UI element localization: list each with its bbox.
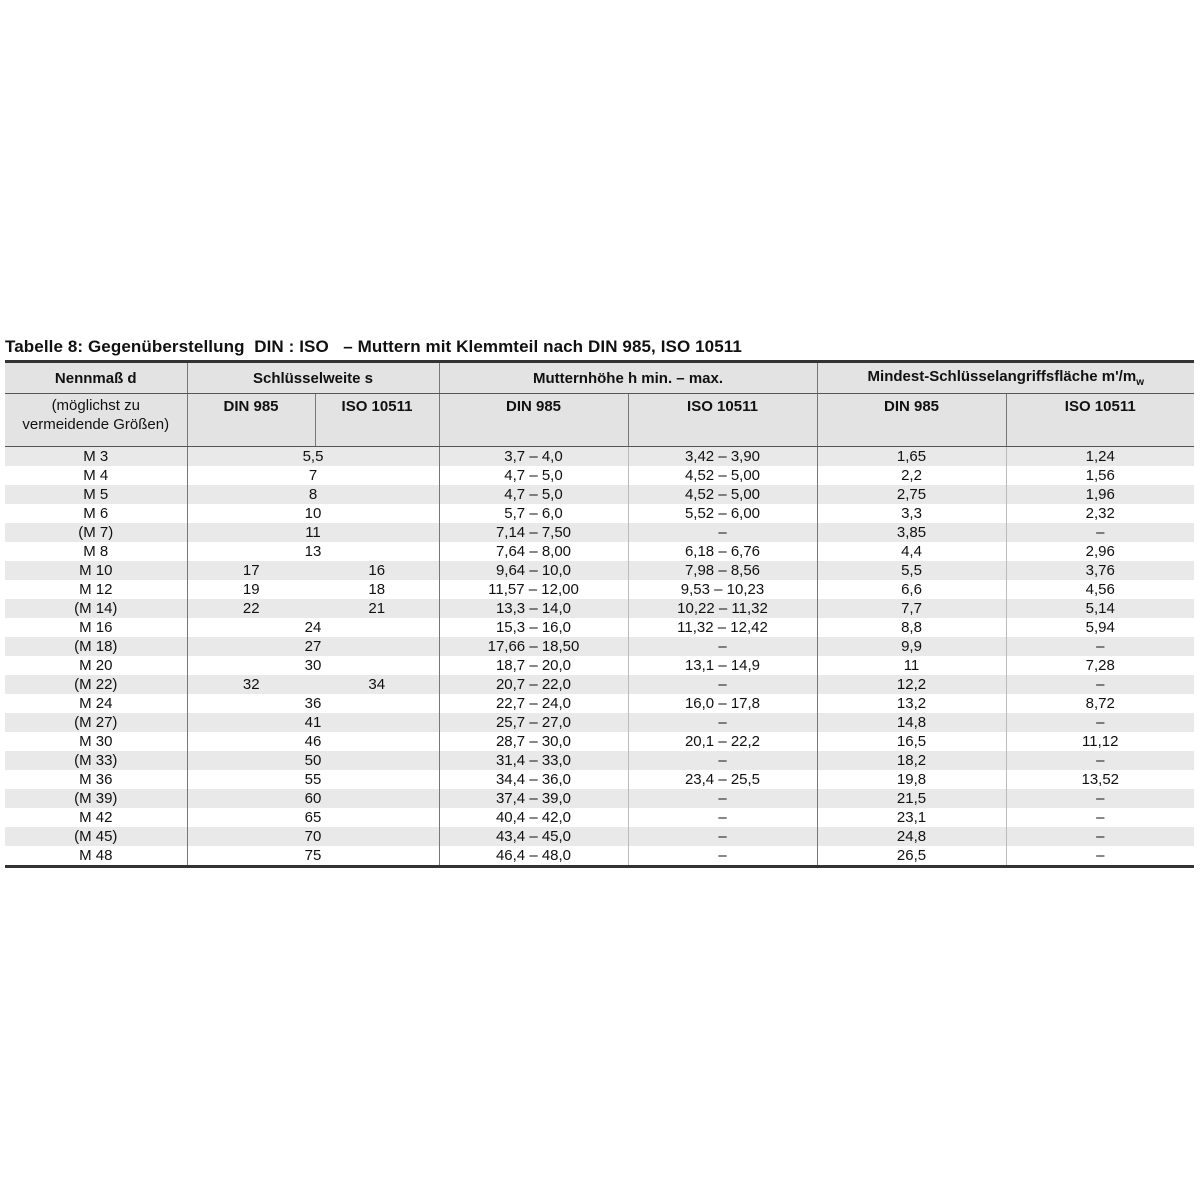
header-mindest-subscript: w <box>1136 377 1144 388</box>
cell-flaeche-iso10511: 4,56 <box>1006 580 1194 599</box>
cell-hoehe-din985: 7,14 – 7,50 <box>439 523 628 542</box>
cell-flaeche-din985: 23,1 <box>817 808 1006 827</box>
cell-hoehe-din985: 25,7 – 27,0 <box>439 713 628 732</box>
cell-schluesselweite: 10 <box>187 504 439 523</box>
cell-hoehe-din985: 34,4 – 36,0 <box>439 770 628 789</box>
cell-flaeche-iso10511: 1,24 <box>1006 447 1194 467</box>
cell-schluesselweite: 55 <box>187 770 439 789</box>
cell-flaeche-din985: 2,2 <box>817 466 1006 485</box>
cell-flaeche-din985: 21,5 <box>817 789 1006 808</box>
cell-hoehe-din985: 9,64 – 10,0 <box>439 561 628 580</box>
cell-hoehe-iso10511: 11,32 – 12,42 <box>628 618 817 637</box>
cell-hoehe-iso10511: 9,53 – 10,23 <box>628 580 817 599</box>
cell-hoehe-iso10511: 23,4 – 25,5 <box>628 770 817 789</box>
header-h-din985: DIN 985 <box>439 394 628 447</box>
cell-flaeche-din985: 1,65 <box>817 447 1006 467</box>
cell-hoehe-din985: 46,4 – 48,0 <box>439 846 628 867</box>
cell-schluesselweite: 50 <box>187 751 439 770</box>
cell-schluesselweite: 7 <box>187 466 439 485</box>
table-row <box>5 808 1194 827</box>
cell-flaeche-din985: 26,5 <box>817 846 1006 867</box>
table-row <box>5 656 1194 675</box>
cell-schluesselweite-iso10511: 21 <box>368 600 386 617</box>
cell-hoehe-din985: 37,4 – 39,0 <box>439 789 628 808</box>
header-row-1 <box>5 362 1194 394</box>
table-row <box>5 846 1194 867</box>
cell-hoehe-iso10511: 16,0 – 17,8 <box>628 694 817 713</box>
cell-nennmass: M 8 <box>83 543 109 560</box>
cell-nennmass: M 3 <box>83 448 109 465</box>
cell-schluesselweite: 70 <box>187 827 439 846</box>
cell-schluesselweite: 13 <box>187 542 439 561</box>
cell-flaeche-din985: 16,5 <box>817 732 1006 751</box>
cell-schluesselweite: 65 <box>187 808 439 827</box>
cell-hoehe-iso10511: – <box>628 846 817 867</box>
cell-hoehe-din985: 18,7 – 20,0 <box>439 656 628 675</box>
cell-nennmass: M 12 <box>79 581 113 598</box>
header-row-2 <box>5 394 1194 447</box>
cell-schluesselweite: 11 <box>187 523 439 542</box>
cell-hoehe-din985: 43,4 – 45,0 <box>439 827 628 846</box>
cell-flaeche-din985: 12,2 <box>817 675 1006 694</box>
nennmass-note-line1: (möglichst zu <box>51 397 140 414</box>
cell-flaeche-iso10511: – <box>1006 713 1194 732</box>
cell-flaeche-iso10511: – <box>1006 827 1194 846</box>
table-row <box>5 694 1194 713</box>
table-row <box>5 599 1194 618</box>
cell-nennmass: M 36 <box>79 771 113 788</box>
cell-flaeche-din985: 14,8 <box>817 713 1006 732</box>
table-row <box>5 618 1194 637</box>
header-nennmass: Nennmaß d <box>5 362 187 394</box>
cell-nennmass: (M 27) <box>74 714 118 731</box>
cell-flaeche-din985: 3,3 <box>817 504 1006 523</box>
header-mindest <box>817 362 1194 394</box>
header-m-iso10511: ISO 10511 <box>1006 394 1194 447</box>
cell-flaeche-din985: 2,75 <box>817 485 1006 504</box>
cell-hoehe-iso10511: – <box>628 751 817 770</box>
cell-schluesselweite: 30 <box>187 656 439 675</box>
cell-nennmass: (M 33) <box>74 752 118 769</box>
cell-hoehe-din985: 20,7 – 22,0 <box>439 675 628 694</box>
header-s-din985: DIN 985 <box>187 394 315 447</box>
cell-schluesselweite-din985: 22 <box>187 599 315 618</box>
cell-schluesselweite: 75 <box>187 846 439 867</box>
cell-hoehe-din985: 11,57 – 12,00 <box>439 580 628 599</box>
cell-hoehe-iso10511: – <box>628 808 817 827</box>
cell-hoehe-iso10511: – <box>628 789 817 808</box>
cell-hoehe-iso10511: – <box>628 523 817 542</box>
cell-flaeche-iso10511: 8,72 <box>1006 694 1194 713</box>
cell-flaeche-din985: 5,5 <box>817 561 1006 580</box>
cell-flaeche-din985: 18,2 <box>817 751 1006 770</box>
cell-flaeche-iso10511: – <box>1006 523 1194 542</box>
cell-flaeche-iso10511: – <box>1006 637 1194 656</box>
cell-flaeche-din985: 6,6 <box>817 580 1006 599</box>
cell-nennmass: (M 39) <box>74 790 118 807</box>
table-row <box>5 504 1194 523</box>
cell-schluesselweite: 60 <box>187 789 439 808</box>
table-row <box>5 675 1194 694</box>
cell-flaeche-din985: 11 <box>817 656 1006 675</box>
cell-flaeche-iso10511: 5,94 <box>1006 618 1194 637</box>
cell-flaeche-iso10511: – <box>1006 789 1194 808</box>
cell-hoehe-iso10511: 13,1 – 14,9 <box>628 656 817 675</box>
cell-flaeche-iso10511: 7,28 <box>1006 656 1194 675</box>
cell-hoehe-iso10511: 20,1 – 22,2 <box>628 732 817 751</box>
table-row <box>5 732 1194 751</box>
cell-hoehe-iso10511: – <box>628 713 817 732</box>
cell-flaeche-iso10511: 3,76 <box>1006 561 1194 580</box>
cell-nennmass: (M 45) <box>74 828 118 845</box>
cell-schluesselweite: 46 <box>187 732 439 751</box>
cell-schluesselweite-iso10511: 34 <box>368 676 386 693</box>
cell-hoehe-din985: 4,7 – 5,0 <box>439 485 628 504</box>
cell-flaeche-iso10511: 5,14 <box>1006 599 1194 618</box>
cell-hoehe-iso10511: – <box>628 637 817 656</box>
table-row <box>5 789 1194 808</box>
cell-hoehe-iso10511: 7,98 – 8,56 <box>628 561 817 580</box>
nennmass-note-line2: vermeidende Größen) <box>22 416 170 433</box>
cell-nennmass: M 16 <box>79 619 113 636</box>
cell-hoehe-iso10511: 4,52 – 5,00 <box>628 466 817 485</box>
header-nennmass-note <box>5 394 187 447</box>
cell-hoehe-din985: 31,4 – 33,0 <box>439 751 628 770</box>
cell-flaeche-iso10511: – <box>1006 675 1194 694</box>
header-h-iso10511: ISO 10511 <box>628 394 817 447</box>
cell-flaeche-iso10511: 1,56 <box>1006 466 1194 485</box>
cell-nennmass: (M 18) <box>74 638 118 655</box>
cell-nennmass: M 10 <box>79 562 113 579</box>
cell-schluesselweite: 5,5 <box>187 447 439 467</box>
table-row <box>5 542 1194 561</box>
cell-hoehe-iso10511: – <box>628 675 817 694</box>
table-row <box>5 485 1194 504</box>
table-row <box>5 827 1194 846</box>
cell-nennmass: M 6 <box>83 505 109 522</box>
document <box>5 334 1195 868</box>
cell-hoehe-din985: 15,3 – 16,0 <box>439 618 628 637</box>
cell-flaeche-iso10511: 1,96 <box>1006 485 1194 504</box>
cell-flaeche-iso10511: 2,96 <box>1006 542 1194 561</box>
cell-flaeche-iso10511: – <box>1006 751 1194 770</box>
cell-schluesselweite: 27 <box>187 637 439 656</box>
table-row <box>5 561 1194 580</box>
cell-flaeche-din985: 3,85 <box>817 523 1006 542</box>
cell-flaeche-din985: 7,7 <box>817 599 1006 618</box>
table-row <box>5 580 1194 599</box>
cell-hoehe-din985: 28,7 – 30,0 <box>439 732 628 751</box>
cell-nennmass: (M 22) <box>74 676 118 693</box>
cell-hoehe-din985: 7,64 – 8,00 <box>439 542 628 561</box>
table-row <box>5 523 1194 542</box>
cell-nennmass: M 4 <box>83 467 109 484</box>
cell-schluesselweite-iso10511: 18 <box>368 581 386 598</box>
cell-flaeche-iso10511: 11,12 <box>1006 732 1194 751</box>
cell-schluesselweite-iso10511: 16 <box>368 562 386 579</box>
cell-nennmass: M 30 <box>79 733 113 750</box>
cell-flaeche-iso10511: 13,52 <box>1006 770 1194 789</box>
table-header <box>5 362 1194 447</box>
cell-hoehe-din985: 17,66 – 18,50 <box>439 637 628 656</box>
cell-schluesselweite-din985: 19 <box>187 580 315 599</box>
table-row <box>5 751 1194 770</box>
cell-schluesselweite: 36 <box>187 694 439 713</box>
table-row <box>5 713 1194 732</box>
cell-hoehe-din985: 22,7 – 24,0 <box>439 694 628 713</box>
table-row <box>5 466 1194 485</box>
cell-flaeche-din985: 19,8 <box>817 770 1006 789</box>
cell-nennmass: M 48 <box>79 847 113 864</box>
cell-schluesselweite-din985: 32 <box>187 675 315 694</box>
header-m-din985: DIN 985 <box>817 394 1006 447</box>
cell-hoehe-iso10511: 4,52 – 5,00 <box>628 485 817 504</box>
cell-flaeche-din985: 9,9 <box>817 637 1006 656</box>
comparison-table <box>5 360 1194 868</box>
table-row <box>5 637 1194 656</box>
cell-hoehe-iso10511: 3,42 – 3,90 <box>628 447 817 467</box>
cell-nennmass: (M 14) <box>74 600 118 617</box>
cell-hoehe-iso10511: – <box>628 827 817 846</box>
cell-flaeche-din985: 13,2 <box>817 694 1006 713</box>
header-mindest-label: Mindest-Schlüsselangriffsfläche m'/m <box>867 368 1137 385</box>
cell-schluesselweite: 8 <box>187 485 439 504</box>
cell-schluesselweite: 41 <box>187 713 439 732</box>
cell-flaeche-iso10511: – <box>1006 846 1194 867</box>
cell-hoehe-din985: 3,7 – 4,0 <box>439 447 628 467</box>
header-s-iso10511: ISO 10511 <box>315 394 439 447</box>
cell-flaeche-din985: 8,8 <box>817 618 1006 637</box>
header-schluesselweite: Schlüsselweite s <box>187 362 439 394</box>
cell-nennmass: (M 7) <box>78 524 114 541</box>
cell-hoehe-din985: 5,7 – 6,0 <box>439 504 628 523</box>
cell-flaeche-iso10511: 2,32 <box>1006 504 1194 523</box>
cell-hoehe-iso10511: 6,18 – 6,76 <box>628 542 817 561</box>
cell-nennmass: M 42 <box>79 809 113 826</box>
header-mutternhoehe: Mutternhöhe h min. – max. <box>439 362 817 394</box>
table-body <box>5 447 1194 867</box>
cell-nennmass: M 24 <box>79 695 113 712</box>
table-row <box>5 770 1194 789</box>
cell-nennmass: M 5 <box>83 486 109 503</box>
cell-flaeche-din985: 24,8 <box>817 827 1006 846</box>
cell-flaeche-din985: 4,4 <box>817 542 1006 561</box>
cell-flaeche-iso10511: – <box>1006 808 1194 827</box>
cell-schluesselweite-din985: 17 <box>187 561 315 580</box>
cell-hoehe-din985: 4,7 – 5,0 <box>439 466 628 485</box>
cell-schluesselweite: 24 <box>187 618 439 637</box>
cell-hoehe-din985: 13,3 – 14,0 <box>439 599 628 618</box>
cell-hoehe-iso10511: 10,22 – 11,32 <box>628 599 817 618</box>
cell-hoehe-din985: 40,4 – 42,0 <box>439 808 628 827</box>
cell-hoehe-iso10511: 5,52 – 6,00 <box>628 504 817 523</box>
table-caption: Tabelle 8: Gegenüberstellung DIN : ISO – Muttern mit Klemmteil nach DIN 985, ISO 10511 <box>5 337 742 356</box>
table-row <box>5 447 1194 467</box>
cell-nennmass: M 20 <box>79 657 113 674</box>
